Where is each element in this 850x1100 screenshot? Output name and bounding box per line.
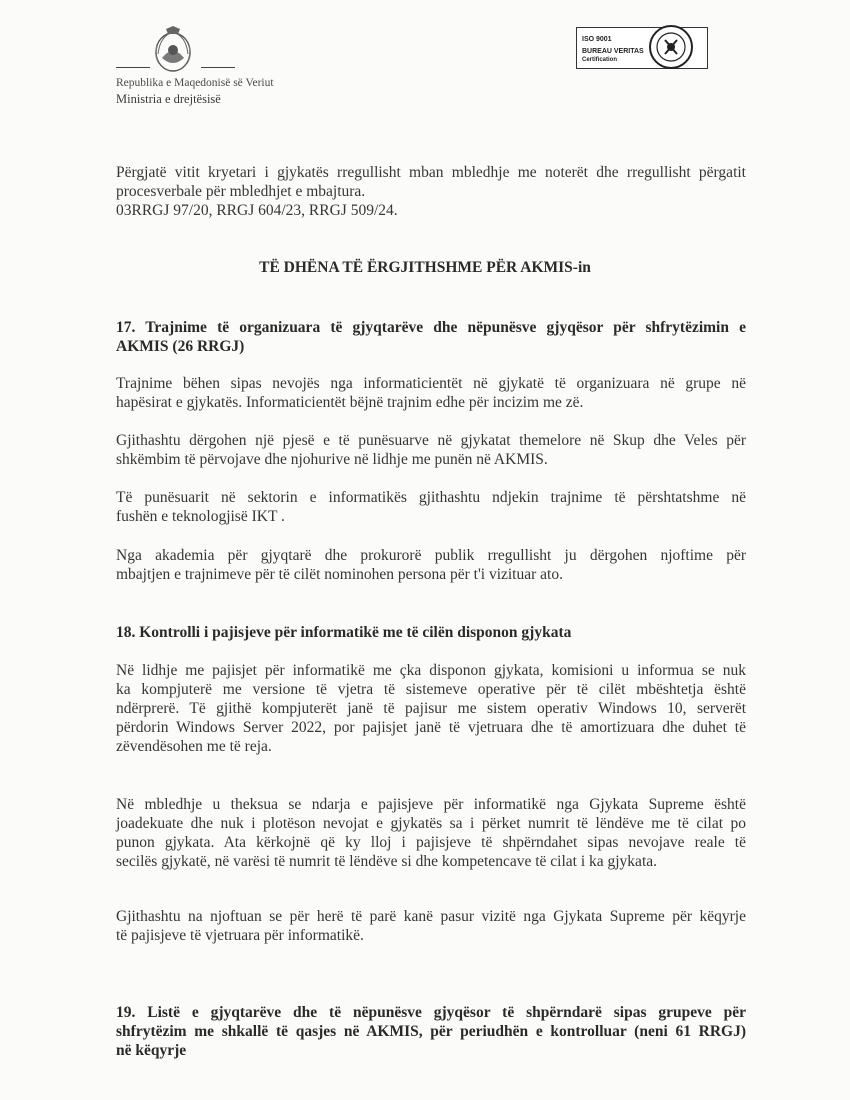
intro-line: procesverbale për mbledhjet e mbajtura. [116,183,366,200]
paragraph-line: fushën e teknologjisë IKT . [116,508,285,525]
paragraph-line: të pajisjeve të vjetruara për informatikë. [116,927,364,944]
republic-name: Republika e Maqedonisë së Veriut [116,77,274,89]
coat-of-arms-icon [148,24,198,74]
paragraph-line: Gjithashtu na njoftuan se për herë të parë kanë pasur vizitë nga Gjykata Supreme për këqyrje [116,908,746,925]
section-17-paragraph-4 [116,546,746,584]
paragraph-line: Në mbledhje u theksua se ndarja e pajisjeve për informatikë nga Gjykata Supreme është [116,796,746,813]
section-18-paragraph-1 [116,661,746,756]
paragraph-line: secilës gjykatë, në varësi të numrit të lëndëve si dhe kompetencave të cilat i ka gjykata. [116,853,658,870]
paragraph-line: Në lidhje me pajisjet për informatikë me çka disponon gjykata, komisioni u informua se nuk [116,662,746,679]
heading-line: AKMIS (26 RRGJ) [116,338,245,355]
section-17-paragraph-3 [116,488,746,526]
paragraph-line: hapësirat e gjykatës. Informaticientët bëjnë trajnim edhe për incizim me zë. [116,394,584,411]
section-17-paragraph-1 [116,374,746,412]
paragraph-line: Të punësuarit në sektorin e informatikës gjithashtu ndjekin trajnime të përshtatshme në [116,489,746,506]
certification-stamp [576,24,709,70]
header-rule-right [201,67,235,68]
heading-line: 19. Listë e gjyqtarëve dhe të nëpunësve gjyqësor të shpërndarë sipas grupeve për [116,1004,746,1021]
section-19-heading [116,1003,746,1060]
cert-certification-label: Certification [582,57,618,63]
paragraph-line: mbajtjen e trajnimeve për të cilët nominohen persona për t'i vizituar ato. [116,566,563,583]
section-18-paragraph-3 [116,907,746,945]
section-18-heading [116,623,746,642]
section-17-heading [116,318,746,356]
cert-bureau-label: BUREAU VERITAS [582,48,644,55]
paragraph-line: Nga akademia për gjyqtarë dhe prokurorë publik rregullisht ju dërgohen njoftime për [116,547,746,564]
heading-line: 18. Kontrolli i pajisjeve për informatikë me të cilën disponon gjykata [116,624,572,641]
ministry-name: Ministria e drejtësisë [116,92,221,106]
paragraph-line: ndërprerë. Të gjithë kompjuterët janë të pajisur me sistem operativ Windows 10, serverët [116,700,746,717]
heading-line: në këqyrje [116,1042,187,1059]
header-rule-left [116,67,150,68]
intro-reference: 03RRGJ 97/20, RRGJ 604/23, RRGJ 509/24. [116,202,398,219]
intro-paragraph [116,163,746,220]
bureau-veritas-seal-icon [648,24,694,70]
paragraph-line: ka kompjuterë me versione të vjetra të sistemeve operative për të cilët mbështetja është [116,681,746,698]
intro-line: Përgjatë vitit kryetari i gjykatës rregullisht mban mbledhje me noterët dhe rregullisht përgatit [116,164,746,181]
paragraph-line: shkëmbim të përvojave dhe njohurive në lidhje me punën në AKMIS. [116,451,548,468]
section-title: TË DHËNA TË ËRGJITHSHME PËR AKMIS-in [259,259,591,276]
section-17-paragraph-2 [116,431,746,469]
paragraph-line: joadekuate dhe nuk i plotëson nevojat e gjykatës sa i përket numrit të lëndëve me të cilat po [116,815,746,832]
heading-line: shfrytëzim me shkallë të qasjes në AKMIS, për periudhën e kontrolluar (neni 61 RRGJ) [116,1023,746,1040]
paragraph-line: përdorin Windows Server 2022, por pajisjet janë të vjetruara dhe të amortizuara dhe duhet të [116,719,746,736]
paragraph-line: punon gjykata. Ata kërkojnë që ky lloj i pajisjeve të shpërndahet sipas nevojave reale të [116,834,746,851]
heading-line: 17. Trajnime të organizuara të gjyqtarëve dhe nëpunësve gjyqësor për shfrytëzimin e [116,319,746,336]
cert-iso-label: ISO 9001 [582,36,612,43]
paragraph-line: Trajnime bëhen sipas nevojës nga informaticientët në gjykatë të organizuara në grupe në [116,375,746,392]
paragraph-line: Gjithashtu dërgohen një pjesë e të punësuarve në gjykatat themelore në Skup dhe Veles për [116,432,746,449]
paragraph-line: zëvendësohen me të reja. [116,738,272,755]
section-18-paragraph-2 [116,795,746,871]
